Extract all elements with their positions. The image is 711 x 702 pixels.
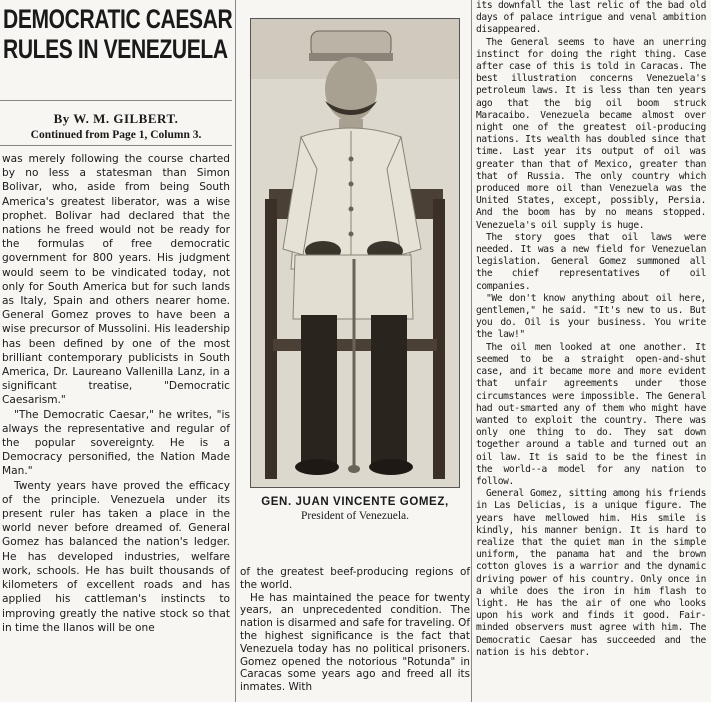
byline: By W. M. GILBERT. — [53, 111, 179, 126]
paragraph: its downfall the last relic of the bad old days of palace intrigue and venal ambition disappeared. — [476, 0, 706, 36]
paragraph: The General seems to have an unerring instinct for doing the right thing. Case after case of this is told in Caracas. The best illustration concerns Venezuela's petroleum laws. It is less than ten years ago that the big oil boom struck Maracaibo. Venezuela became almost over night one of the greatest oil-producing nations. Its wealth has doubled since that time. Last year its output of oil was greater than that of Mexico, greater than that of Russia. The only country which produced more oil than Venezuela was the United States, except, possibly, Persia. And the boom has by no means stopped. Venezuela's oil supply is huge. — [476, 36, 706, 231]
portrait-illustration — [251, 19, 459, 487]
continued-note: Continued from Page 1, Column 3. — [0, 129, 232, 146]
caption-title: President of Venezuela. — [300, 510, 410, 522]
headline — [0, 4, 232, 101]
caption-name: GEN. JUAN VINCENTE GOMEZ, — [261, 496, 449, 508]
paragraph: of the greatest beef-producing regions of the world. — [240, 566, 470, 591]
column-3 — [472, 0, 708, 659]
column-2-text — [240, 566, 470, 694]
column-3-text — [472, 0, 708, 659]
column-1 — [0, 0, 232, 635]
photo-caption — [240, 496, 470, 522]
portrait-photo — [250, 18, 460, 488]
paragraph: He has maintained the peace for twenty years, an unprecedented condition. The nation is disarmed and safe for traveling. Of the highest significance is the fact that Venezuela today has no political prisoners. Gomez opened the notorious "Rotunda" in Caracas some years ago and freed all its inmates. With — [240, 591, 470, 694]
headline-line-2: RULES IN VENEZUELA — [3, 34, 228, 64]
paragraph: "The Democratic Caesar," he writes, "is always the representative and regular of the popular sovereignty. He is a Democracy personified, the Nation Made Man." — [2, 408, 230, 478]
column-rule-left — [235, 0, 236, 702]
headline-line-1: DEMOCRATIC CAESAR — [3, 4, 233, 34]
paragraph: The story goes that oil laws were needed. It was a new field for Venezuelan legislation. General Gomez summoned all the chief representatives of oil companies. — [476, 231, 706, 292]
paragraph: was merely following the course charted by no less a statesman than Simon Bolivar, who, aside from being South America's greatest liberator, was a wise prophet. Bolivar had declared that the nations he freed would not be ready for the formulas of free democratic government for 800 years. His judgment would seem to be vindicated today, not only for South America but for such lands as Italy, Spain and others nearer home. General Gomez proves to have been a wise precursor of Mussolini. His leadership has been defined by one of the most brilliant contemporary publicists in South America, Dr. Laureano Vallenilla Lanz, in a significant treatise, "Democratic Caesarism." — [2, 153, 230, 407]
paragraph: The oil men looked at one another. It seemed to be a straight open-and-shut case, and it became more and more evident that unfair agreements under those circumstances were impossible. The General had out-smarted any of them who might have wanted to exploit the country. There was only one thing to do. They sat down together around a table and turned out an oil law. It is said to be the finest in the world--a model for any nation to follow. — [476, 341, 706, 487]
paragraph: General Gomez, sitting among his friends in Las Delicias, is a unique figure. The years have mellowed him. His smile is kindly, his manner benign. It is hard to realize that the quiet man in the simple uniform, the panama hat and the brown cotton gloves is a warrior and the dynamic driving power of his country. Only once in a while does the iron in him flash to light. He has the air of one who looks upon his work and finds it good. Fair-minded observers must agree with him. The Democratic Caesar has succeeded and the nation is his debtor. — [476, 488, 706, 658]
paragraph: Twenty years have proved the efficacy of the principle. Venezuela under its present ruler has taken a place in the world never before dreamed of. General Gomez has balanced the nation's ledger. He has developed industries, welfare work, schools. He has built thousands of kilometers of excellent roads and has applied his cattleman's instincts to improving greatly the native stock so that in time the llanos will be one — [2, 479, 230, 634]
paragraph: "We don't know anything about oil here, gentlemen," he said. "It's new to us. But you do. Oil is your business. You write the law!" — [476, 292, 706, 341]
column-1-text — [0, 146, 232, 635]
